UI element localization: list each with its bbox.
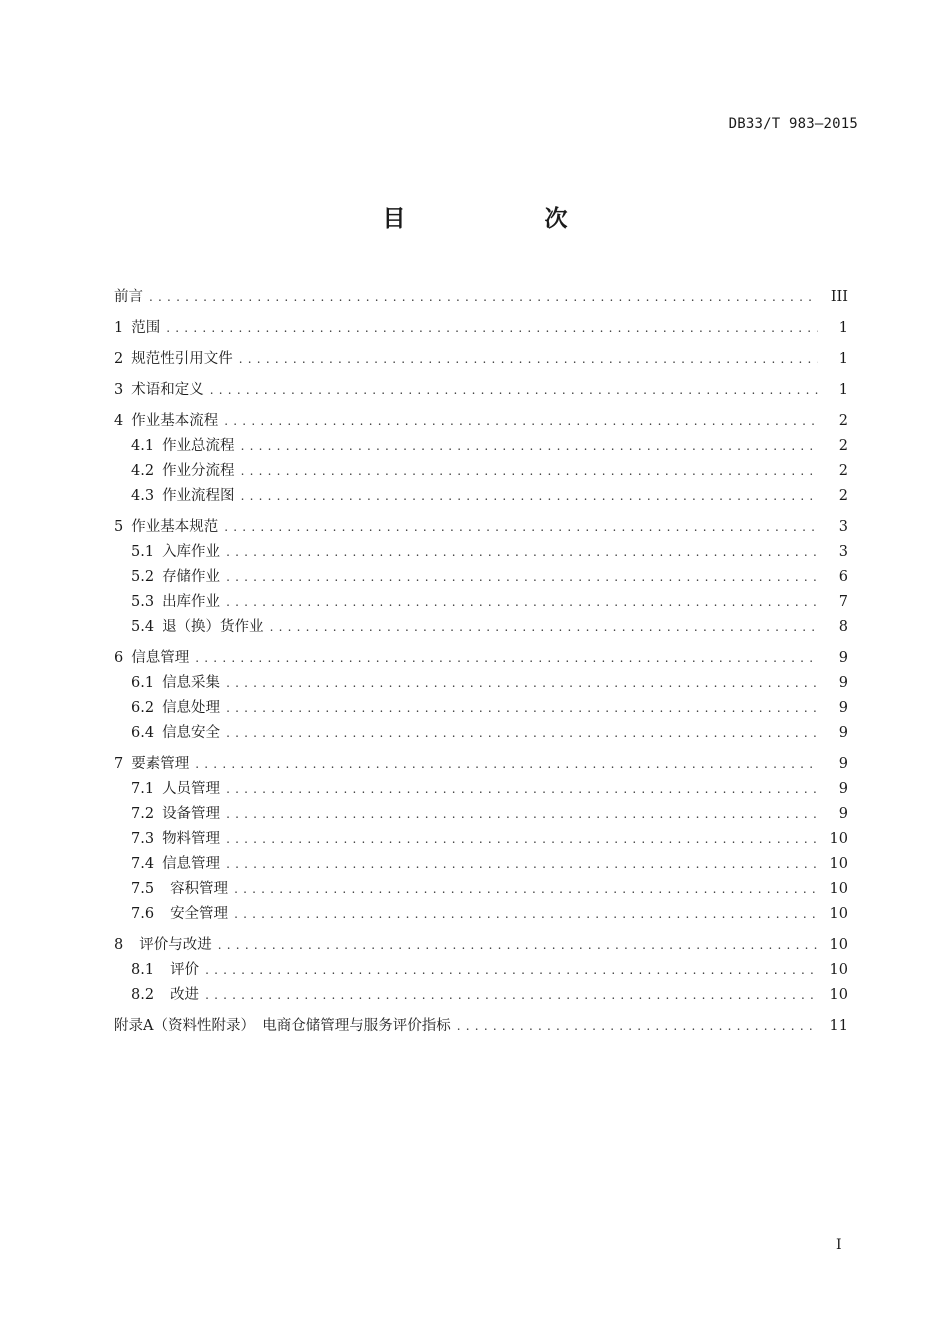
toc-entry-label: 出库作业 xyxy=(162,594,221,610)
toc-entry-page: 9 xyxy=(838,725,848,741)
toc-dot-leader xyxy=(234,902,818,927)
toc-entry[interactable] xyxy=(114,316,860,341)
toc-dot-leader xyxy=(270,615,818,640)
toc-entry-label: 作业基本流程 xyxy=(131,413,219,429)
toc-dot-leader xyxy=(241,434,818,459)
toc-entry-number: 4 xyxy=(114,413,124,429)
toc-dot-leader xyxy=(166,316,818,341)
toc-entry[interactable] xyxy=(114,347,860,372)
toc-dot-leader xyxy=(226,565,818,590)
toc-entry-label: 信息管理 xyxy=(131,650,190,666)
toc-entry-label: 信息安全 xyxy=(162,725,221,741)
toc-entry-number: 7.2 xyxy=(131,806,155,822)
toc-entry-page: 9 xyxy=(838,675,848,691)
toc-dot-leader xyxy=(226,540,818,565)
toc-dot-leader xyxy=(226,827,818,852)
toc-entry-label: 作业总流程 xyxy=(162,438,235,454)
toc-entry-label: 信息管理 xyxy=(162,856,221,872)
toc-dot-leader xyxy=(226,777,818,802)
toc-entry-page: 9 xyxy=(838,700,848,716)
toc-dot-leader xyxy=(226,802,818,827)
page-number: I xyxy=(836,1237,842,1253)
toc-entry-page: 3 xyxy=(838,544,848,560)
toc-dot-leader xyxy=(226,671,818,696)
toc-entry-page: 7 xyxy=(838,594,848,610)
toc-entry-page: 9 xyxy=(838,650,848,666)
toc-entry-label: 规范性引用文件 xyxy=(131,351,233,367)
toc-dot-leader xyxy=(218,933,818,958)
toc-entry-number: 5.4 xyxy=(131,619,155,635)
toc-dot-leader xyxy=(239,347,818,372)
toc-entry-label: 设备管理 xyxy=(162,806,221,822)
toc-entry[interactable] xyxy=(114,378,860,403)
toc-entry-number: 7.1 xyxy=(131,781,155,797)
toc-entry-number: 2 xyxy=(114,351,124,367)
toc-entry-page: III xyxy=(830,289,848,305)
toc-entry[interactable] xyxy=(114,615,860,640)
toc-entry-number: 7.4 xyxy=(131,856,155,872)
toc-entry-label: 作业流程图 xyxy=(162,488,235,504)
toc-entry[interactable] xyxy=(114,459,860,484)
toc-entry-number: 5.1 xyxy=(131,544,155,560)
toc-entry-page: 10 xyxy=(829,831,848,847)
toc-entry-page: 10 xyxy=(829,881,848,897)
toc-entry[interactable] xyxy=(114,646,860,671)
toc-entry-page: 6 xyxy=(838,569,848,585)
toc-entry-number: 6.2 xyxy=(131,700,155,716)
toc-entry[interactable] xyxy=(114,484,860,509)
toc-entry-label: 改进 xyxy=(170,987,200,1003)
toc-entry-label: 范围 xyxy=(131,320,161,336)
toc-dot-leader xyxy=(149,285,818,310)
toc-entry-page: 2 xyxy=(838,438,848,454)
toc-entry-label: 术语和定义 xyxy=(131,382,204,398)
toc-entry-page: 9 xyxy=(838,781,848,797)
toc-entry-number: 7.3 xyxy=(131,831,155,847)
toc-dot-leader xyxy=(234,877,818,902)
toc-entry-number: 5.3 xyxy=(131,594,155,610)
toc-entry-page: 1 xyxy=(838,382,848,398)
toc-entry-number: 6.4 xyxy=(131,725,155,741)
toc-dot-leader xyxy=(224,515,818,540)
toc-dot-leader xyxy=(457,1014,818,1039)
toc-entry-page: 10 xyxy=(829,987,848,1003)
toc-entry-page: 10 xyxy=(829,906,848,922)
toc-entry-label: 安全管理 xyxy=(170,906,229,922)
toc-entry-label: 作业基本规范 xyxy=(131,519,219,535)
toc-entry-number: 1 xyxy=(114,320,124,336)
toc-entry-page: 10 xyxy=(829,962,848,978)
toc-entry[interactable] xyxy=(114,515,860,540)
toc-dot-leader xyxy=(205,958,818,983)
toc-entry-page: 9 xyxy=(838,756,848,772)
toc-entry[interactable] xyxy=(114,852,860,877)
toc-entry[interactable] xyxy=(114,590,860,615)
toc-entry[interactable] xyxy=(114,721,860,746)
toc-entry-label: 信息处理 xyxy=(162,700,221,716)
toc-entry[interactable] xyxy=(114,983,860,1008)
toc-entry-label: 入库作业 xyxy=(162,544,221,560)
toc-entry[interactable] xyxy=(114,802,860,827)
toc-dot-leader xyxy=(241,459,818,484)
toc-entry-label: 评价与改进 xyxy=(139,937,212,953)
toc-entry-label: 物料管理 xyxy=(162,831,221,847)
toc-entry-page: 1 xyxy=(838,351,848,367)
toc-entry-page: 3 xyxy=(838,519,848,535)
toc-entry-number: 6.1 xyxy=(131,675,155,691)
toc-title: 目 次 xyxy=(382,206,626,232)
toc-entry-page: 10 xyxy=(829,937,848,953)
toc-entry-number: 7 xyxy=(114,756,124,772)
toc-entry-page: 8 xyxy=(838,619,848,635)
toc-entry-page: 1 xyxy=(838,320,848,336)
toc-dot-leader xyxy=(195,646,818,671)
toc-dot-leader xyxy=(226,590,818,615)
toc-entry[interactable] xyxy=(114,409,860,434)
toc-dot-leader xyxy=(226,721,818,746)
toc-entry-number: 4.1 xyxy=(131,438,155,454)
toc-dot-leader xyxy=(210,378,818,403)
toc-entry-number: 7.6 xyxy=(131,906,155,922)
toc-entry[interactable] xyxy=(114,752,860,777)
toc-entry-label: 作业分流程 xyxy=(162,463,235,479)
toc-entry-page: 2 xyxy=(838,488,848,504)
toc-entry-label: 人员管理 xyxy=(162,781,221,797)
toc-entry-number: 3 xyxy=(114,382,124,398)
toc-entry-label: 信息采集 xyxy=(162,675,221,691)
toc-entry-page: 10 xyxy=(829,856,848,872)
toc-dot-leader xyxy=(195,752,818,777)
toc-entry[interactable] xyxy=(114,777,860,802)
toc-entry[interactable] xyxy=(114,540,860,565)
toc-entry-page: 2 xyxy=(838,413,848,429)
toc-dot-leader xyxy=(241,484,818,509)
toc-entry-number: 8.1 xyxy=(131,962,155,978)
table-of-contents xyxy=(114,285,860,1039)
toc-entry-label: 评价 xyxy=(170,962,200,978)
toc-entry[interactable] xyxy=(114,1014,860,1039)
toc-entry-label: 前言 xyxy=(114,289,143,305)
toc-entry-number: 5 xyxy=(114,519,124,535)
toc-entry-number: 5.2 xyxy=(131,569,155,585)
toc-entry-number: 4.3 xyxy=(131,488,155,504)
toc-entry[interactable] xyxy=(114,933,860,958)
toc-dot-leader xyxy=(205,983,818,1008)
toc-entry-number: 7.5 xyxy=(131,881,155,897)
toc-entry[interactable] xyxy=(114,285,860,310)
toc-entry[interactable] xyxy=(114,827,860,852)
standard-code: DB33/T 983—2015 xyxy=(728,116,858,132)
toc-entry[interactable] xyxy=(114,958,860,983)
toc-dot-leader xyxy=(226,696,818,721)
toc-entry-label: 容积管理 xyxy=(170,881,229,897)
toc-entry-label: 存储作业 xyxy=(162,569,221,585)
toc-entry-page: 2 xyxy=(838,463,848,479)
toc-entry-number: 8.2 xyxy=(131,987,155,1003)
toc-entry-label: 退（换）货作业 xyxy=(162,619,264,635)
toc-entry[interactable] xyxy=(114,877,860,902)
toc-entry[interactable] xyxy=(114,696,860,721)
toc-entry-label: 要素管理 xyxy=(131,756,190,772)
toc-entry-page: 9 xyxy=(838,806,848,822)
toc-entry[interactable] xyxy=(114,902,860,927)
toc-dot-leader xyxy=(226,852,818,877)
toc-entry-number: 6 xyxy=(114,650,124,666)
toc-entry-number: 4.2 xyxy=(131,463,155,479)
toc-entry-label: 附录A（资料性附录） 电商仓储管理与服务评价指标 xyxy=(114,1018,451,1034)
toc-entry[interactable] xyxy=(114,565,860,590)
toc-dot-leader xyxy=(224,409,818,434)
toc-entry[interactable] xyxy=(114,671,860,696)
toc-entry-number: 8 xyxy=(114,937,124,953)
toc-entry[interactable] xyxy=(114,434,860,459)
toc-entry-page: 11 xyxy=(829,1018,848,1034)
